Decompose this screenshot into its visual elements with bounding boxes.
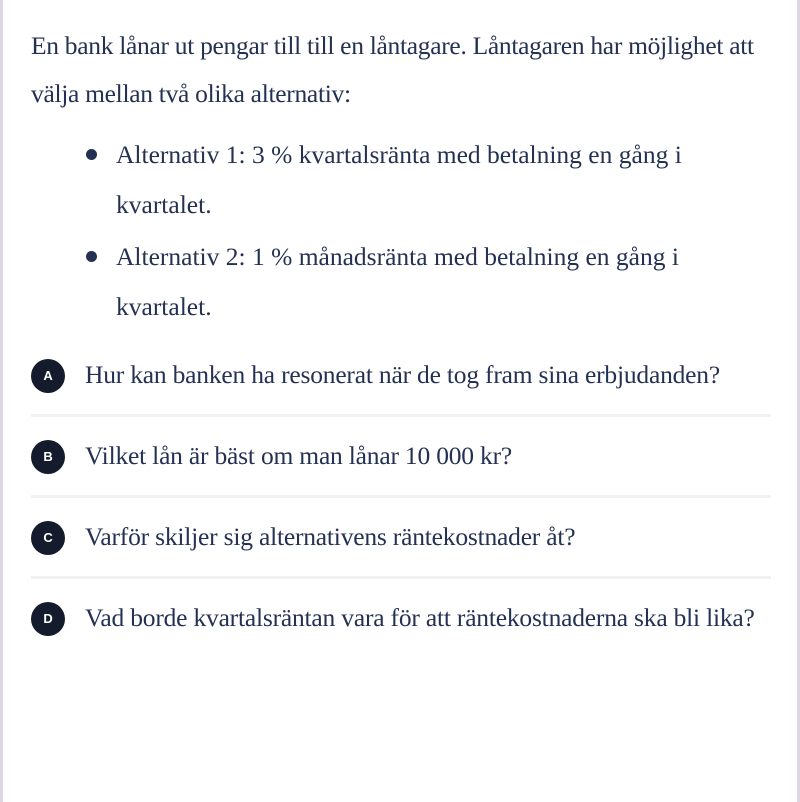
intro-text: En bank lånar ut pengar till till en låntagare. Låntagaren har möjlighet att välja mellan två olika alternativ: [31,31,754,108]
question-d [31,593,771,643]
question-text: Vilket lån är bäst om man lånar 10 000 kr? [85,441,512,470]
question-label-badge: D [31,602,65,636]
question-text: Vad borde kvartalsräntan vara för att räntekostnaderna ska bli lika? [85,603,755,632]
question-label-badge: A [31,359,65,393]
question-label-badge: B [31,440,65,474]
alternatives-list [31,130,771,332]
divider [31,495,771,498]
alternative-item [31,232,771,332]
question-text: Varför skiljer sig alternativens räntekostnader åt? [85,522,576,551]
alternative-text: Alternativ 1: 3 % kvartalsränta med betalning en gång i kvartalet. [116,140,682,219]
alternative-text: Alternativ 2: 1 % månadsränta med betalning en gång i kvartalet. [116,242,679,321]
question-b [31,431,771,481]
question-text: Hur kan banken ha resonerat när de tog fram sina erbjudanden? [85,360,720,389]
left-border [0,0,3,802]
divider [31,576,771,579]
questions-list [31,350,771,643]
question-a [31,350,771,400]
bullet-icon [86,251,97,262]
divider [31,414,771,417]
question-label-badge: C [31,521,65,555]
alternative-item [31,130,771,230]
exercise-content [31,22,771,643]
bullet-icon [86,149,97,160]
question-c [31,512,771,562]
